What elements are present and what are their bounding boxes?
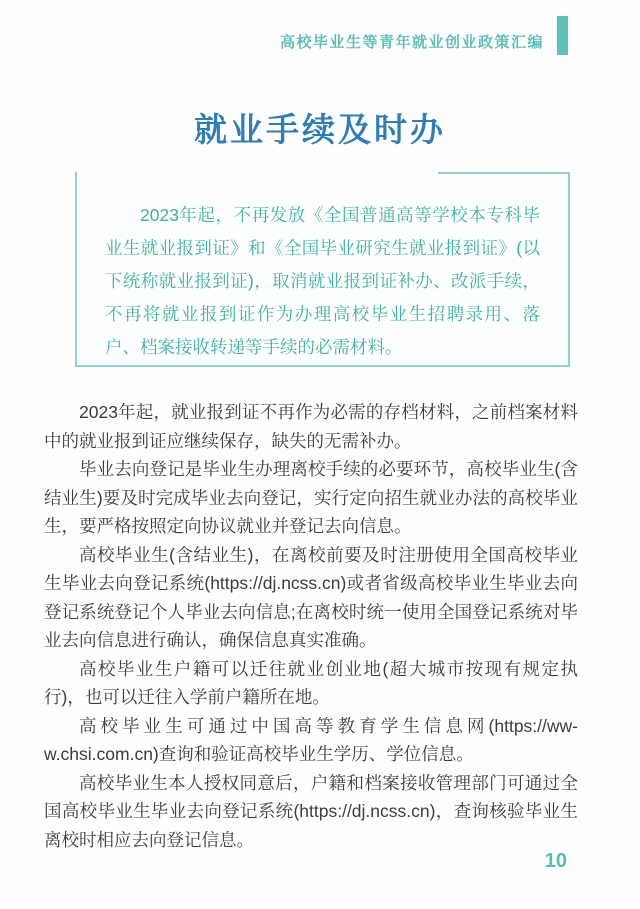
box-top-edge-decoration bbox=[438, 172, 568, 174]
paragraph: 毕业去向登记是毕业生办理离校手续的必要环节，高校毕业生(含结业生)要及时完成毕业去向登记，实行定向招生就业办法的高校毕业生，要严格按照定向协议就业并登记去向信息。 bbox=[44, 459, 578, 536]
page-title: 就业手续及时办 bbox=[194, 111, 446, 148]
header-accent-bar bbox=[557, 16, 568, 55]
page-number: 10 bbox=[544, 850, 567, 872]
booklet-title: 高校毕业生等青年就业创业政策汇编 bbox=[279, 34, 544, 51]
paragraph: 高校毕业生(含结业生)，在离校前要及时注册使用全国高校毕业生毕业去向登记系统(https://dj.ncss.cn)或者省级高校毕业生毕业去向登记系统登记个人毕业去向信息;在离校时统一使用全国登记系统对毕业去向信息进行确认，确保信息真实准确。 bbox=[44, 544, 578, 650]
paragraph: 高校毕业生户籍可以迁往就业创业地(超大城市按现有规定执行)，也可以迁往入学前户籍所在地。 bbox=[44, 658, 578, 707]
paragraph: 高校毕业生本人授权同意后，户籍和档案接收管理部门可通过全国高校毕业生毕业去向登记系统(https://dj.ncss.cn)，查询核验毕业生离校时相应去向登记信息。 bbox=[44, 772, 578, 850]
policy-highlight-box bbox=[75, 172, 570, 367]
body-text bbox=[44, 398, 578, 854]
paragraph: 高校毕业生可通过中国高等教育学生信息网(https://ww-w.chsi.com.cn)查询和验证高校毕业生学历、学位信息。 bbox=[44, 715, 578, 764]
policy-highlight-text: 2023年起，不再发放《全国普通高等学校本专科毕业生就业报到证》和《全国毕业研究生就业报到证》(以下统称就业报到证)，取消就业报到证补办、改派手续，不再将就业报到证作为办理高校毕业生招聘录用、落户、档案接收转递等手续的必需材料。 bbox=[105, 205, 540, 357]
running-header bbox=[280, 16, 568, 55]
paragraph: 2023年起，就业报到证不再作为必需的存档材料，之前档案材料中的就业报到证应继续保存，缺失的无需补办。 bbox=[44, 402, 578, 451]
